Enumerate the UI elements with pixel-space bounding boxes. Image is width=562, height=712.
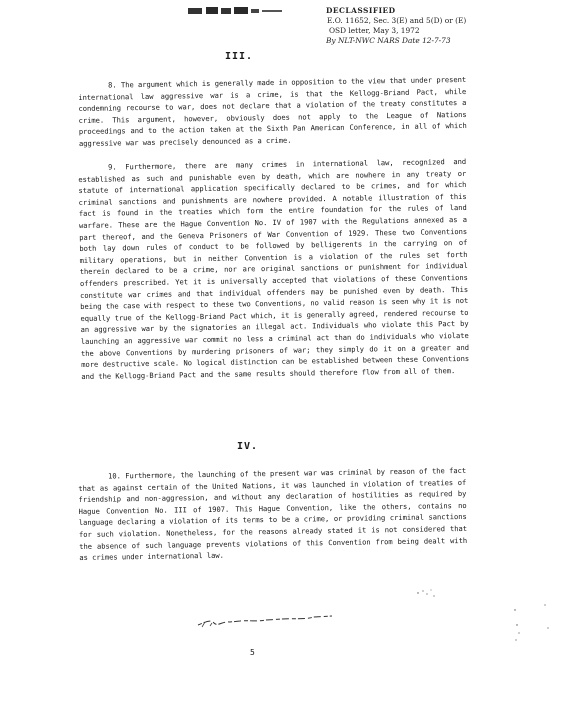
page-number: 5 — [250, 648, 255, 657]
declassification-marking — [326, 6, 548, 46]
paragraph-text: 9. Furthermore, there are many crimes in international law, recognized and established as such and punishable even by death, which are nowhere in any treaty or statute of international application specifically declared to be crimes, and for which criminal sanctions and punishments are nowhere provided. A notable illustration of this fact is found in the treaties which form the entire foundation for the rules of land warfare. These are the Hague Convention No. IV of 1907 with the Regulations annexed as a part thereof, and the Geneva Prisoners of War Convention of 1929. These two Conventions both lay down rules of conduct to be followed by belligerents in the carrying on of military operations, but in neither Convention is a violation of the rules set forth therein declared to be a crime, nor are original sanctions or punishment for individual offenders prescribed. Yet it is universally accepted that violations of these Conventions constitute war crimes and that individual offenders may be punished even by death. This being the case with respect to these two Conventions, no valid reason is seen why it is not equally true of the Kellogg-Briand Pact which, it is generally agreed, rendered recourse to an aggressive war by the signatories an illegal act. Individuals who violate this Pact by launching an aggressive war commit no less a criminal act than do individuals who violate the above Conventions by murdering prisoners of war; they simply do it on a greater and more destructive scale. No logical distinction can be established between these Conventions and the Kellogg-Briand Pact and the same results should therefore flow from all of them. — [78, 156, 470, 381]
paragraph-text: 10. Furthermore, the launching of the present war was criminal by reason of the fact that as against certain of the United Nations, it was launched in violation of treaties of friendship and non-aggression, and without any declaration of hostilities as required by Hague Convention No. III of 1907. This Hague Convention, like the others, contains no language declaring a violation of its terms to be a crime, or providing criminal sanctions for such violation. Nonetheless, for the reasons already stated it is not considered that the absence of such language prevents violations of this Convention from being dealt with as crimes under international law. — [78, 465, 468, 563]
declassification-letter: OSD letter, May 3, 1972 — [329, 26, 420, 35]
paragraph-9 — [78, 156, 469, 382]
section-heading-iv: IV. — [237, 441, 259, 452]
redacted-stamp-icon — [186, 6, 286, 16]
signature-scribble-icon — [196, 613, 334, 629]
section-heading-iii: III. — [225, 51, 254, 62]
paragraph-10 — [78, 465, 467, 564]
paragraph-8 — [78, 74, 467, 150]
declassification-authority: E.O. 11652, Sec. 3(E) and 5(D) or (E) — [327, 16, 467, 25]
declassification-by-date: By NLT-NWC NARS Date 12-7-73 — [326, 36, 451, 45]
declassification-title: DECLASSIFIED — [326, 6, 396, 15]
paragraph-text: 8. The argument which is generally made in opposition to the view that under present international law aggressive war is a crime, is that the Kellogg-Briand Pact, while condemning recourse to war, does not declare that a violation of the treaty constitutes a crime. This argument, however, obviously does not apply to the League of Nations proceedings and to the action taken at the Sixth Pan American Conference, in all of which aggressive war was precisely denounced as a crime. — [78, 74, 467, 148]
